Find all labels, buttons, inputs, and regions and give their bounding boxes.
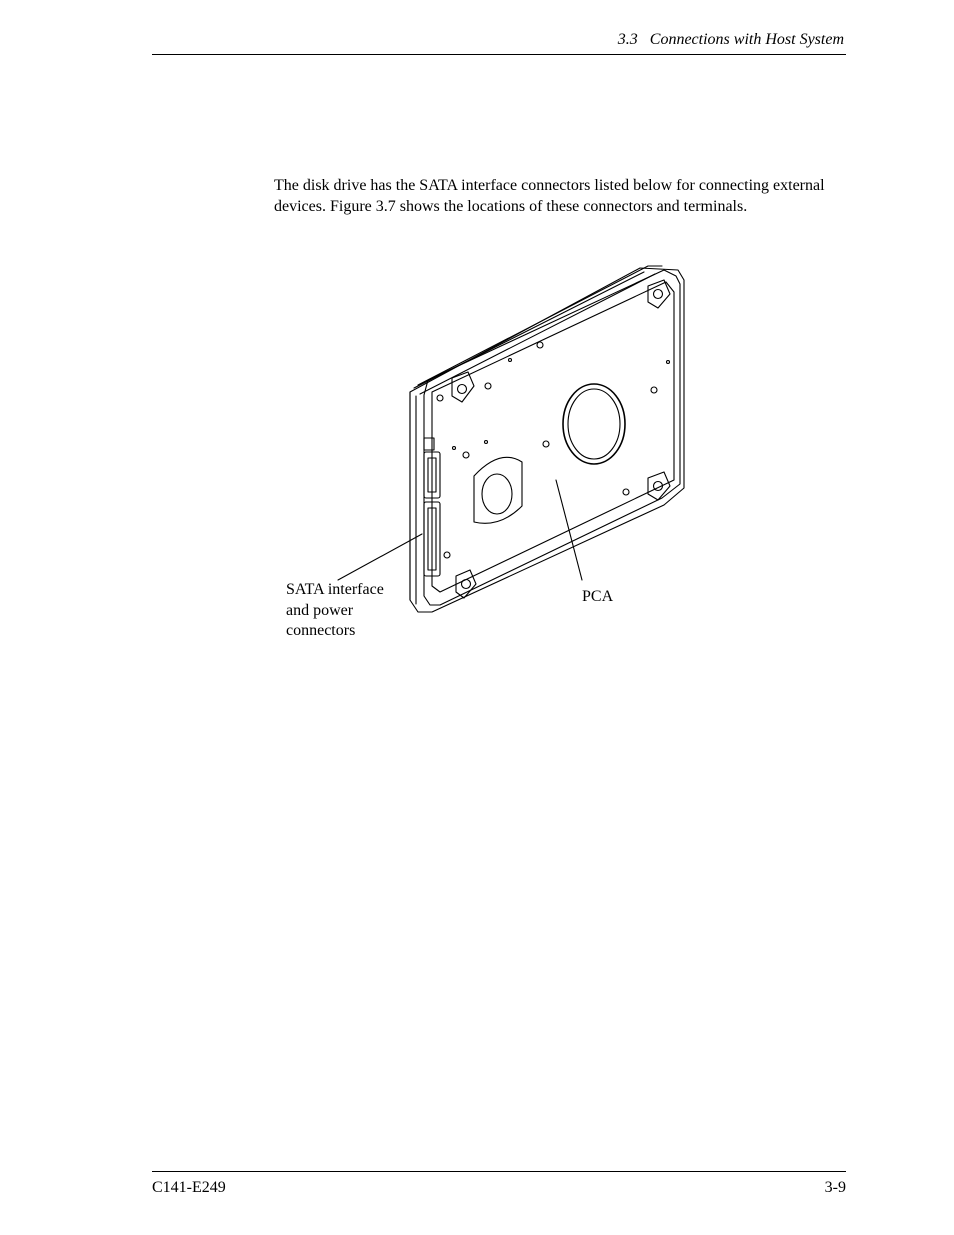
motor-hub <box>482 474 512 514</box>
sata-connector-label <box>286 580 384 642</box>
pca-screw-4 <box>543 441 549 447</box>
pca-leader <box>556 480 582 580</box>
drive-top-edge-3 <box>420 274 655 394</box>
corner-tab-tr <box>648 280 670 308</box>
pca-screw-3 <box>463 452 469 458</box>
spindle-cover <box>563 384 625 464</box>
screw-hole-tr <box>654 290 663 299</box>
sata-label-line-2: and power <box>286 601 354 619</box>
pca-screw-8 <box>444 552 450 558</box>
screw-hole-bl <box>462 580 471 589</box>
section-title: 3.3 Connections with Host System <box>617 31 844 48</box>
pca-screw-5 <box>651 387 657 393</box>
motor-boss <box>474 457 522 523</box>
sata-label-line-3: connectors <box>286 622 356 639</box>
pca-screw-2 <box>437 395 443 401</box>
document-id: C141-E249 <box>152 1179 226 1196</box>
pca-screw-1 <box>485 383 491 389</box>
pca-screw-7 <box>537 342 543 348</box>
sata-label-line-1: SATA interface <box>286 581 384 598</box>
pca-dot-4 <box>453 447 456 450</box>
drive-inner-rim <box>432 282 674 592</box>
corner-tab-tl <box>452 372 474 402</box>
footer-rule <box>152 1171 846 1172</box>
corner-tab-br <box>648 472 670 500</box>
intro-paragraph: The disk drive has the SATA interface connectors listed below for connecting external devices. Figure 3.7 shows the locations of these connectors and terminals. <box>274 177 825 215</box>
screw-hole-tl <box>458 385 467 394</box>
drive-front-face <box>424 270 680 605</box>
pca-dot-3 <box>509 359 512 362</box>
pca-label: PCA <box>582 588 614 605</box>
pca-dot-2 <box>667 361 670 364</box>
spindle-cover-inner <box>568 389 620 459</box>
pca-screw-6 <box>623 489 629 495</box>
sata-leader <box>338 534 422 580</box>
corner-tab-bl <box>456 570 476 598</box>
page-number: 3-9 <box>824 1179 846 1196</box>
pca-dot-1 <box>485 441 488 444</box>
drive-outline-back <box>410 268 684 612</box>
